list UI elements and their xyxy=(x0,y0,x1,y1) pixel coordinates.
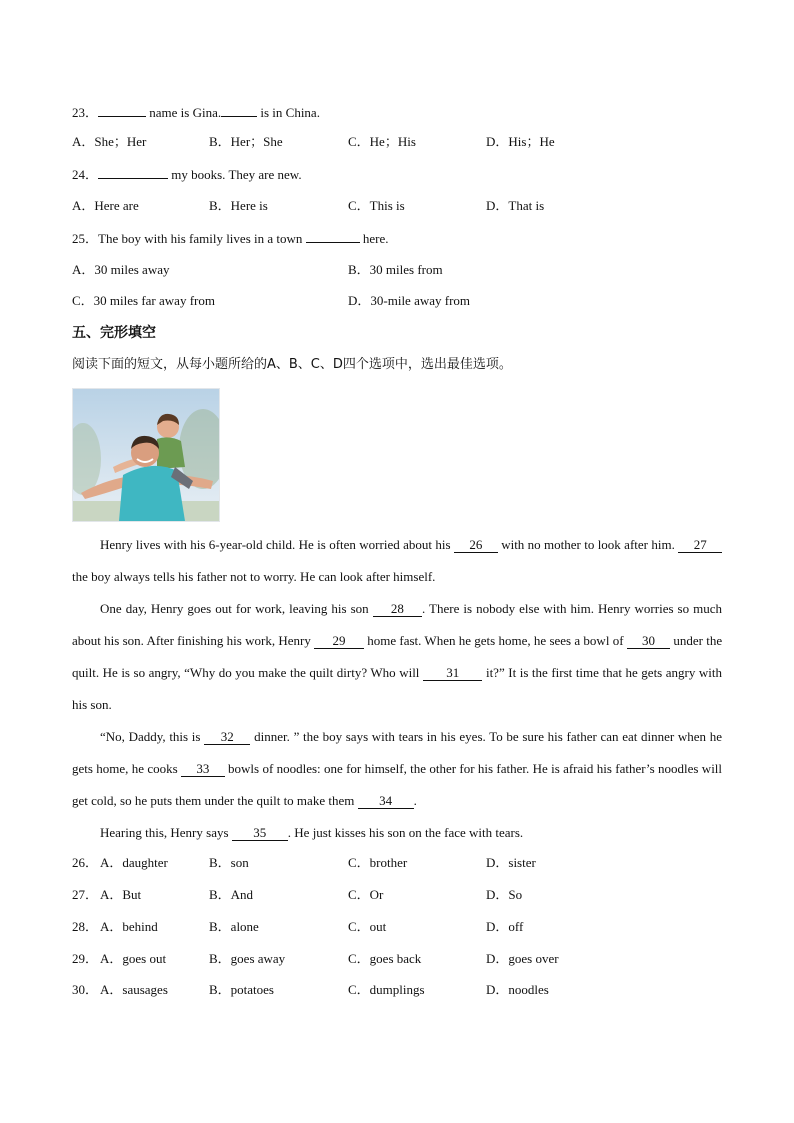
passage-text: . He just kisses his son on the face with tears. xyxy=(287,825,524,840)
option-a: A．She；Her xyxy=(72,134,147,149)
passage-paragraph-1 xyxy=(72,529,722,593)
section-instruction: 阅读下面的短文，从每小题所给的A、B、C、D四个选项中，选出最佳选项。 xyxy=(72,357,512,372)
question-number: 23． xyxy=(72,105,99,120)
option-b: B．alone xyxy=(209,919,259,934)
option-d: D．30-mile away from xyxy=(348,293,471,308)
option-a: A．30 miles away xyxy=(72,262,170,277)
blank-number: 34 xyxy=(379,793,393,808)
cloze-passage xyxy=(72,529,722,849)
option-c: C．30 miles far away from xyxy=(72,293,215,308)
blank-26 xyxy=(454,537,498,553)
option-c: C．goes back xyxy=(348,951,422,966)
answer-blank xyxy=(98,164,168,179)
question-number: 30． xyxy=(72,982,99,997)
passage-text: home fast. When he gets home, he sees a bowl of xyxy=(367,633,624,648)
option-d: D．off xyxy=(486,919,524,934)
blank-28 xyxy=(373,601,422,617)
option-b: B．30 miles from xyxy=(348,262,443,277)
passage-text: the boy always tells his father not to worry. He can look after himself. xyxy=(72,569,436,584)
option-d: D．So xyxy=(486,887,523,902)
blank-number: 28 xyxy=(390,601,404,616)
blank-number: 27 xyxy=(693,537,707,552)
question-number: 26． xyxy=(72,855,99,870)
option-b: B．potatoes xyxy=(209,982,274,997)
passage-text: with no mother to look after him. xyxy=(501,537,675,552)
blank-35 xyxy=(232,825,288,841)
passage-text: bowls of noodles: one for himself, the other for his father. He is afraid his father’s noodles will get cold, so he puts them under the quilt to make them xyxy=(72,761,723,808)
option-a: A．daughter xyxy=(100,855,168,870)
option-c: C．He；His xyxy=(348,134,416,149)
blank-number: 33 xyxy=(196,761,210,776)
answer-blank xyxy=(306,228,360,243)
question-number: 24． xyxy=(72,167,99,182)
blank-29 xyxy=(314,633,364,649)
option-a: A．goes out xyxy=(100,951,167,966)
passage-paragraph-3 xyxy=(72,721,722,817)
passage-text: dinner. ” the boy says with tears in his eyes. To be sure his father can eat dinner when he gets home, he cooks xyxy=(72,729,722,776)
blank-number: 29 xyxy=(332,633,346,648)
option-a: A．But xyxy=(100,887,142,902)
option-b: B．goes away xyxy=(209,951,286,966)
question-text: here. xyxy=(362,231,389,246)
question-23 xyxy=(72,102,320,123)
answer-blank xyxy=(98,102,146,117)
passage-text: . There is nobody else with him. Henry worries so much about his son. After finishing his work, Henry xyxy=(72,601,723,648)
option-c: C．brother xyxy=(348,855,408,870)
question-number: 28． xyxy=(72,919,99,934)
blank-32 xyxy=(204,729,250,745)
father-son-photo xyxy=(72,388,220,522)
blank-30 xyxy=(627,633,670,649)
question-number: 25． xyxy=(72,231,99,246)
question-number: 29． xyxy=(72,951,99,966)
option-c: C．This is xyxy=(348,198,405,213)
option-d: D．sister xyxy=(486,855,536,870)
option-c: C．dumplings xyxy=(348,982,425,997)
blank-number: 26 xyxy=(469,537,483,552)
section-heading: 五、完形填空 xyxy=(72,325,156,341)
blank-31 xyxy=(423,665,482,681)
blank-27 xyxy=(678,537,722,553)
option-a: A．Here are xyxy=(72,198,139,213)
question-text: The boy with his family lives in a town xyxy=(98,231,303,246)
blank-number: 35 xyxy=(253,825,267,840)
question-24 xyxy=(72,164,302,185)
photo-illustration xyxy=(73,389,219,521)
option-b: B．Here is xyxy=(209,198,268,213)
passage-text: Hearing this, Henry says xyxy=(100,825,229,840)
option-a: A．behind xyxy=(100,919,158,934)
option-a: A．sausages xyxy=(100,982,168,997)
passage-text: “No, Daddy, this is xyxy=(100,729,201,744)
blank-number: 32 xyxy=(220,729,234,744)
option-d: D．That is xyxy=(486,198,545,213)
question-25 xyxy=(72,228,389,249)
option-b: B．And xyxy=(209,887,254,902)
option-c: C．Or xyxy=(348,887,384,902)
blank-33 xyxy=(181,761,225,777)
option-b: B．Her；She xyxy=(209,134,283,149)
option-d: D．goes over xyxy=(486,951,559,966)
question-text: name is Gina. xyxy=(149,105,222,120)
option-d: D．His；He xyxy=(486,134,555,149)
passage-text: it?” It is the first time that he gets angry with his son. xyxy=(72,665,723,712)
passage-text: under the quilt. He is so angry, “Why do you make the quilt dirty? Who will xyxy=(72,633,723,680)
option-c: C．out xyxy=(348,919,387,934)
question-text: is in China. xyxy=(260,105,320,120)
blank-number: 30 xyxy=(641,633,655,648)
blank-number: 31 xyxy=(446,665,460,680)
question-number: 27． xyxy=(72,887,99,902)
passage-text: . xyxy=(413,793,417,808)
passage-paragraph-4 xyxy=(72,817,722,849)
passage-text: One day, Henry goes out for work, leaving his son xyxy=(100,601,369,616)
passage-paragraph-2 xyxy=(72,593,722,721)
option-d: D．noodles xyxy=(486,982,549,997)
option-b: B．son xyxy=(209,855,249,870)
question-text: my books. They are new. xyxy=(171,167,302,182)
answer-blank xyxy=(221,102,257,117)
blank-34 xyxy=(358,793,414,809)
passage-text: Henry lives with his 6-year-old child. He is often worried about his xyxy=(100,537,451,552)
